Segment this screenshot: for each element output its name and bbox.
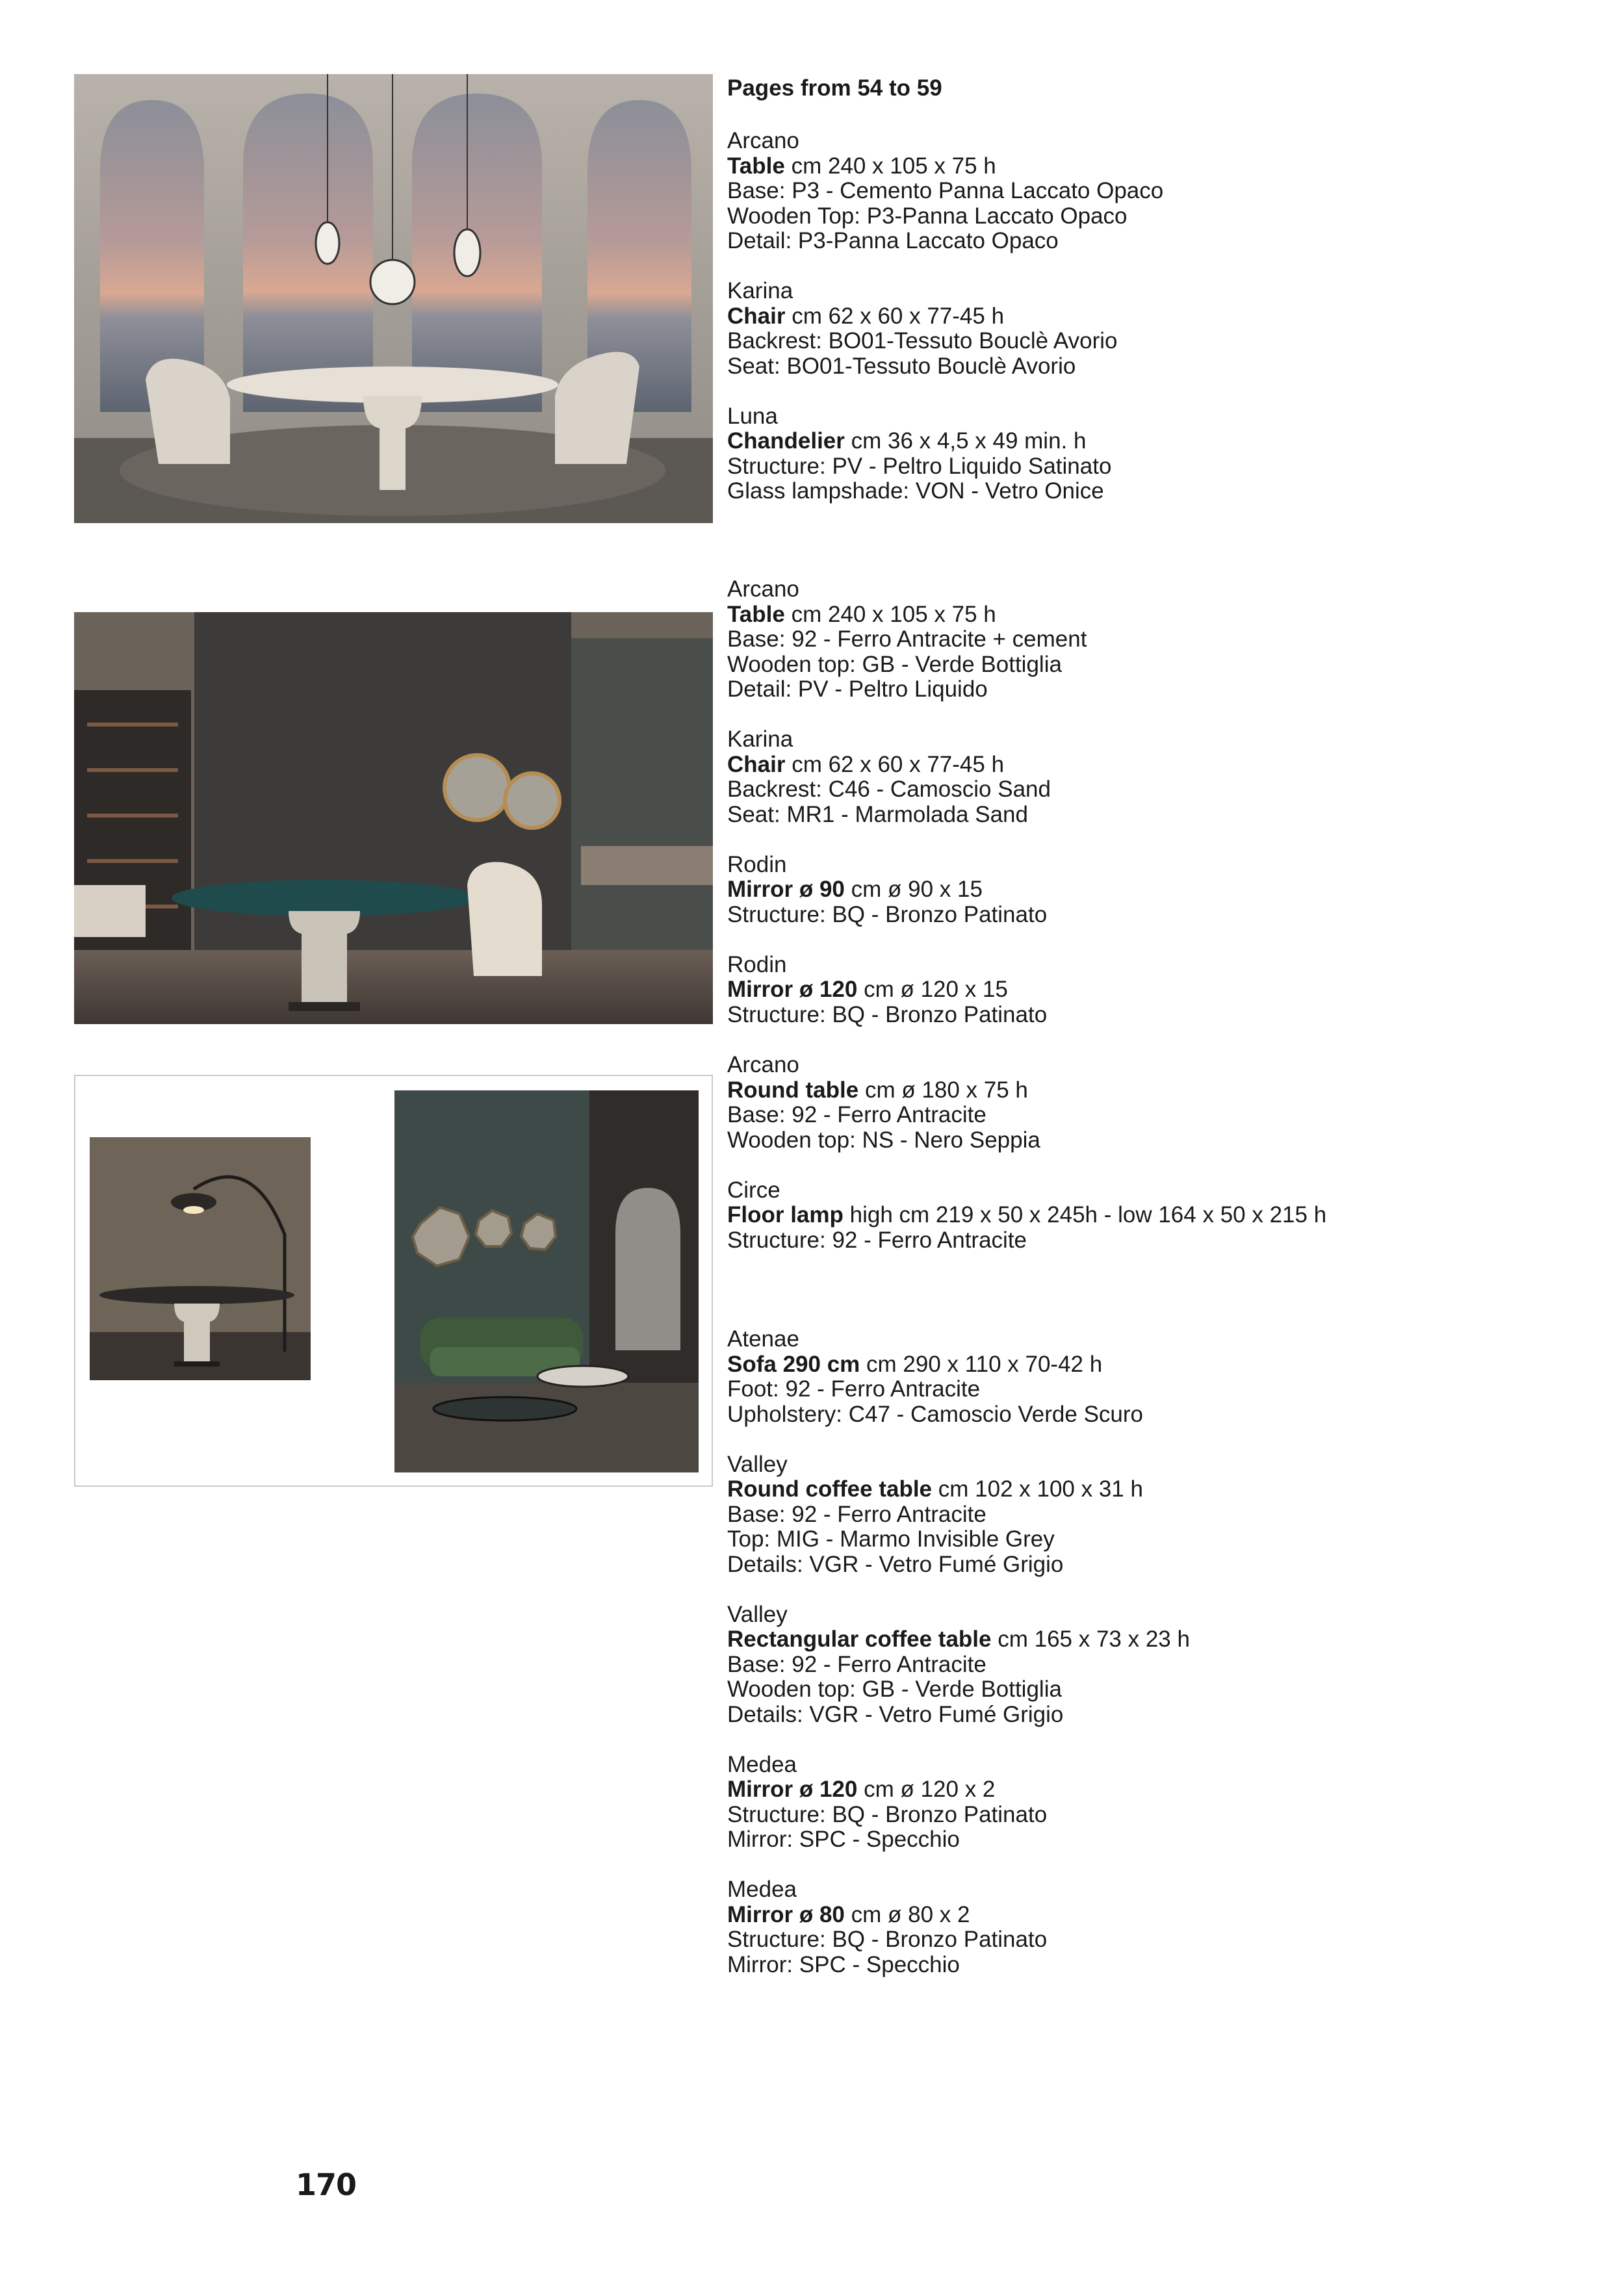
product-detail: Structure: PV - Peltro Liquido Satinato (727, 453, 1112, 479)
product-collection: Circe (727, 1177, 780, 1203)
spec-block-4 (727, 1327, 1572, 1977)
product-collection: Karina (727, 726, 793, 752)
product-detail: Mirror: SPC - Specchio (727, 1951, 960, 1977)
product-entry (727, 727, 1572, 827)
product-detail: Base: 92 - Ferro Antracite (727, 1651, 986, 1677)
product-entry (727, 1602, 1572, 1728)
product-collection: Valley (727, 1601, 788, 1627)
product-detail: Structure: BQ - Bronzo Patinato (727, 901, 1048, 927)
spec-block-1 (727, 129, 1572, 504)
product-collection: Valley (727, 1451, 788, 1477)
product-detail: Seat: BO01-Tessuto Bouclè Avorio (727, 353, 1076, 379)
product-entry (727, 1452, 1572, 1578)
product-dimensions: cm 62 x 60 x 77-45 h (792, 303, 1005, 329)
product-collection: Medea (727, 1751, 797, 1777)
product-type: Round coffee table (727, 1476, 933, 1502)
product-entry (727, 953, 1572, 1028)
product-entry (727, 129, 1572, 254)
photo-showroom-green-table (74, 612, 713, 1024)
product-type-line (727, 1903, 1572, 1928)
product-type: Round table (727, 1077, 859, 1103)
product-detail: Wooden top: GB - Verde Bottiglia (727, 651, 1062, 677)
product-dimensions: cm 36 x 4,5 x 49 min. h (851, 428, 1087, 454)
product-detail: Base: 92 - Ferro Antracite (727, 1501, 986, 1527)
product-entry (727, 1877, 1572, 1977)
product-detail: Wooden Top: P3-Panna Laccato Opaco (727, 203, 1128, 229)
product-collection: Rodin (727, 851, 787, 877)
product-dimensions: cm ø 120 x 2 (864, 1777, 996, 1802)
product-detail: Structure: BQ - Bronzo Patinato (727, 1927, 1048, 1952)
product-collection: Rodin (727, 951, 787, 977)
product-type: Chair (727, 303, 786, 329)
product-collection: Atenae (727, 1326, 799, 1352)
product-collection: Arcano (727, 576, 799, 602)
product-type-line (727, 304, 1572, 329)
product-entry (727, 279, 1572, 379)
product-type-line (727, 429, 1572, 454)
product-type: Sofa 290 cm (727, 1351, 860, 1377)
product-detail: Base: 92 - Ferro Antracite + cement (727, 626, 1087, 652)
pages-range: Pages from 54 to 59 (727, 75, 942, 101)
product-type-line (727, 602, 1572, 628)
product-entry (727, 1053, 1572, 1153)
product-type: Mirror ø 120 (727, 1777, 858, 1802)
photo-round-table-floor-lamp (90, 1137, 311, 1380)
product-entry (727, 577, 1572, 702)
product-detail: Mirror: SPC - Specchio (727, 1827, 960, 1852)
product-detail: Structure: BQ - Bronzo Patinato (727, 1801, 1048, 1827)
product-type: Chair (727, 751, 786, 777)
product-type-line (727, 1078, 1572, 1103)
product-dimensions: cm ø 180 x 75 h (864, 1077, 1028, 1103)
product-type-line (727, 1477, 1572, 1502)
product-collection: Arcano (727, 1052, 799, 1077)
product-type-line (727, 977, 1572, 1003)
product-type-line (727, 752, 1572, 778)
product-detail: Glass lampshade: VON - Vetro Onice (727, 478, 1104, 504)
product-dimensions: cm 62 x 60 x 77-45 h (792, 751, 1005, 777)
product-collection: Arcano (727, 128, 799, 153)
product-entry (727, 1753, 1572, 1853)
product-dimensions: cm 165 x 73 x 23 h (998, 1626, 1190, 1652)
photo-frame (74, 1075, 713, 1487)
product-dimensions: cm ø 90 x 15 (851, 877, 983, 902)
spec-block-2 (727, 577, 1572, 1027)
product-type-line (727, 877, 1572, 903)
product-detail: Wooden top: NS - Nero Seppia (727, 1127, 1040, 1153)
page-number: 170 (296, 2167, 357, 2202)
product-detail: Detail: PV - Peltro Liquido (727, 676, 988, 702)
product-dimensions: cm ø 120 x 15 (864, 977, 1008, 1002)
product-detail: Details: VGR - Vetro Fumé Grigio (727, 1701, 1064, 1727)
product-detail: Seat: MR1 - Marmolada Sand (727, 801, 1028, 827)
product-detail: Base: P3 - Cemento Panna Laccato Opaco (727, 178, 1164, 203)
product-detail: Top: MIG - Marmo Invisible Grey (727, 1526, 1055, 1552)
product-detail: Structure: BQ - Bronzo Patinato (727, 1001, 1048, 1027)
product-dimensions: cm 240 x 105 x 75 h (791, 601, 996, 627)
product-type-line (727, 1627, 1572, 1652)
product-detail: Backrest: C46 - Camoscio Sand (727, 777, 1051, 802)
product-detail: Foot: 92 - Ferro Antracite (727, 1376, 981, 1402)
product-collection: Luna (727, 403, 778, 429)
product-type: Mirror ø 120 (727, 977, 858, 1002)
product-entry (727, 1327, 1572, 1427)
product-detail: Base: 92 - Ferro Antracite (727, 1102, 986, 1127)
product-type: Table (727, 601, 785, 627)
product-detail: Structure: 92 - Ferro Antracite (727, 1227, 1027, 1253)
product-collection: Karina (727, 278, 793, 303)
product-dimensions: cm 240 x 105 x 75 h (791, 153, 996, 179)
spec-block-3 (727, 1053, 1572, 1253)
product-type: Mirror ø 80 (727, 1901, 845, 1927)
product-dimensions: cm 102 x 100 x 31 h (938, 1476, 1143, 1502)
photo-dining-arched-windows (74, 74, 713, 523)
product-entry (727, 1178, 1572, 1253)
product-dimensions: high cm 219 x 50 x 245h - low 164 x 50 x 215 h (849, 1202, 1327, 1228)
photo-sofa-mirrors (394, 1090, 699, 1472)
pages-heading (727, 76, 1572, 101)
product-detail: Upholstery: C47 - Camoscio Verde Scuro (727, 1401, 1143, 1427)
product-type: Table (727, 153, 785, 179)
product-type-line (727, 154, 1572, 179)
product-detail: Backrest: BO01-Tessuto Bouclè Avorio (727, 328, 1118, 353)
product-type-line (727, 1203, 1572, 1228)
product-collection: Medea (727, 1877, 797, 1902)
product-entry (727, 404, 1572, 504)
product-type-line (727, 1352, 1572, 1378)
product-type: Mirror ø 90 (727, 877, 845, 902)
product-type: Rectangular coffee table (727, 1626, 992, 1652)
product-type: Chandelier (727, 428, 845, 454)
product-detail: Detail: P3-Panna Laccato Opaco (727, 228, 1059, 253)
product-detail: Wooden top: GB - Verde Bottiglia (727, 1677, 1062, 1702)
product-dimensions: cm 290 x 110 x 70-42 h (866, 1351, 1103, 1377)
product-type-line (727, 1777, 1572, 1803)
product-detail: Details: VGR - Vetro Fumé Grigio (727, 1551, 1064, 1577)
product-entry (727, 853, 1572, 928)
product-type: Floor lamp (727, 1202, 844, 1228)
product-dimensions: cm ø 80 x 2 (851, 1901, 970, 1927)
